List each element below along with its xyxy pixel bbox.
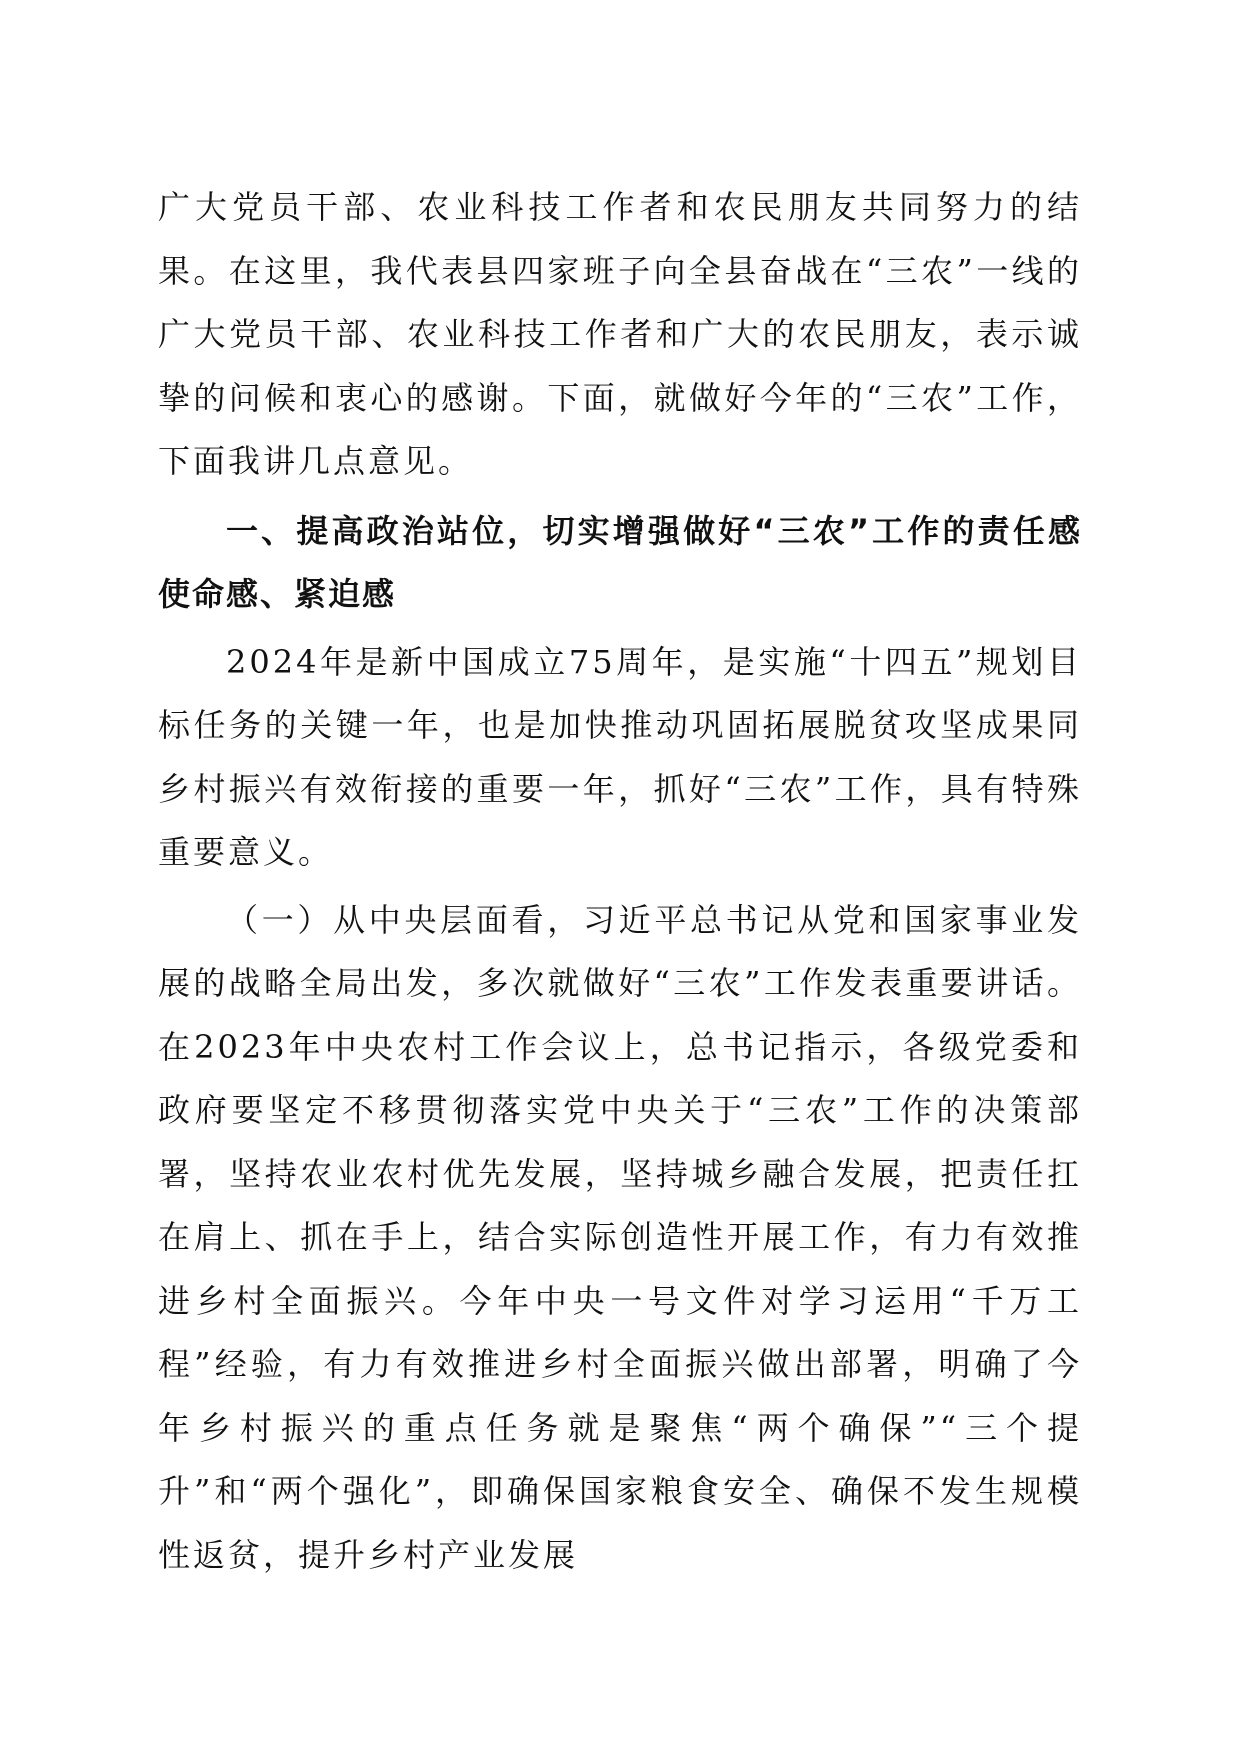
paragraph-intro-closing: 广大党员干部、农业科技工作者和农民朋友共同努力的结果。在这里，我代表县四家班子向全县奋战在“三农”一线的广大党员干部、农业科技工作者和广大的农民朋友，表示诚挚的问候和衷心的感谢。下面，就做好今年的“三农”工作，下面我讲几点意见。 xyxy=(158,188,1082,480)
paragraph-2024-significance: 2024年是新中国成立75周年，是实施“十四五”规划目标任务的关键一年，也是加快推动巩固拓展脱贫攻坚成果同乡村振兴有效衔接的重要一年，抓好“三农”工作，具有特殊重要意义。 xyxy=(158,642,1082,871)
section-heading-one: 一、提高政治站位，切实增强做好“三农”工作的责任感使命感、紧迫感 xyxy=(158,511,1082,613)
document-body xyxy=(158,176,1082,1587)
paragraph-central-level: （一）从中央层面看，习近平总书记从党和国家事业发展的战略全局出发，多次就做好“三农”工作发表重要讲话。在2023年中央农村工作会议上，总书记指示，各级党委和政府要坚定不移贯彻落实党中央关于“三农”工作的决策部署，坚持农业农村优先发展，坚持城乡融合发展，把责任扛在肩上、抓在手上，结合实际创造性开展工作，有力有效推进乡村全面振兴。今年中央一号文件对学习运用“千万工程”经验，有力有效推进乡村全面振兴做出部署，明确了今年乡村振兴的重点任务就是聚焦“两个确保”“三个提升”和“两个强化”，即确保国家粮食安全、确保不发生规模性返贫，提升乡村产业发展 xyxy=(158,900,1082,1574)
